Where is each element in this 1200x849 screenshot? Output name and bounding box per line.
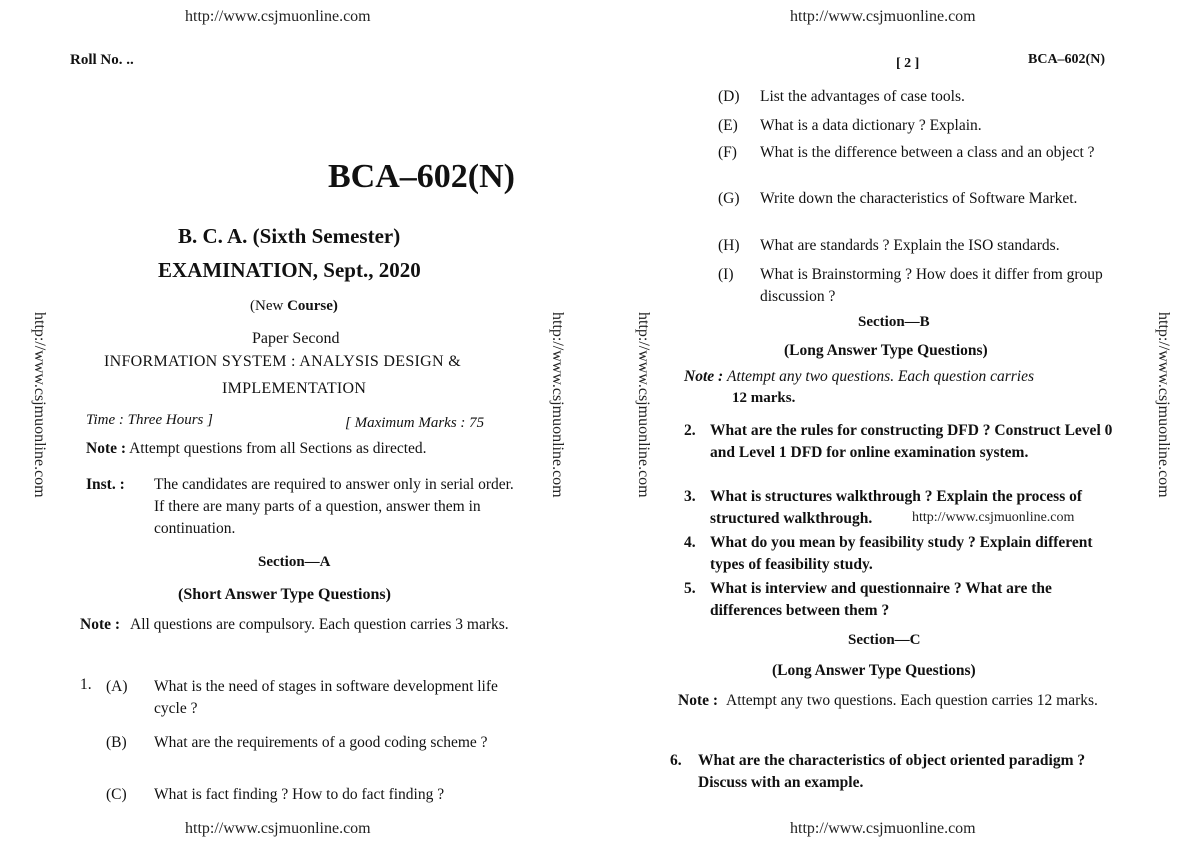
header-url[interactable]: http://www.csjmuonline.com xyxy=(790,8,976,25)
q1-part-c-text: What is fact finding ? How to do fact finding ? xyxy=(154,786,445,803)
general-note xyxy=(86,440,427,458)
paper-code: BCA–602(N) xyxy=(1028,52,1105,67)
header-url[interactable]: http://www.csjmuonline.com xyxy=(185,8,371,25)
subject-line-2: IMPLEMENTATION xyxy=(222,380,367,397)
q5-text: What is interview and questionnaire ? What are the differences between them ? xyxy=(710,580,1052,619)
q1-part-c-label: (C) xyxy=(106,786,127,803)
section-a-note-label: Note : xyxy=(80,616,121,633)
roll-no: Roll No. .. xyxy=(70,52,134,68)
section-a-note-text: All questions are compulsory. Each question carries 3 marks. xyxy=(130,616,509,633)
course-title: B. C. A. (Sixth Semester) xyxy=(178,224,401,248)
q1-part-f-text: What is the difference between a class and an object ? xyxy=(760,144,1095,161)
q1-part-f-label: (F) xyxy=(718,144,737,161)
footer-url[interactable]: http://www.csjmuonline.com xyxy=(790,820,976,837)
q1-part-b-label: (B) xyxy=(106,734,127,751)
q1-part-d-text: List the advantages of case tools. xyxy=(760,88,965,105)
section-c-subheading: (Long Answer Type Questions) xyxy=(772,662,976,679)
q2-number: 2. xyxy=(684,422,696,439)
new-course xyxy=(250,298,338,315)
paper-code: BCA–602(N) xyxy=(328,158,515,195)
q1-part-e-text: What is a data dictionary ? Explain. xyxy=(760,117,982,134)
section-c-heading: Section—C xyxy=(848,632,921,648)
q1-part-e-label: (E) xyxy=(718,117,738,134)
side-url-right[interactable]: http://www.csjmuonline.com xyxy=(1155,312,1172,498)
q6-number: 6. xyxy=(670,752,682,769)
q2-text: What are the rules for constructing DFD ? Construct Level 0 and Level 1 DFD for online examination system. xyxy=(710,422,1113,461)
q1-part-i-text: What is Brainstorming ? How does it differ from group discussion ? xyxy=(760,266,1103,305)
q1-part-h-label: (H) xyxy=(718,237,740,254)
general-note-text: Attempt questions from all Sections as directed. xyxy=(129,440,427,457)
footer-url[interactable]: http://www.csjmuonline.com xyxy=(185,820,371,837)
q1-part-h-text: What are standards ? Explain the ISO standards. xyxy=(760,237,1060,254)
section-a-heading: Section—A xyxy=(258,554,331,570)
exam-title: EXAMINATION, Sept., 2020 xyxy=(158,258,421,282)
side-url-left[interactable]: http://www.csjmuonline.com xyxy=(31,312,48,498)
q4-number: 4. xyxy=(684,534,696,551)
side-url-right[interactable]: http://www.csjmuonline.com xyxy=(549,312,566,498)
page-number: [ 2 ] xyxy=(896,56,920,71)
q3-inline-url[interactable]: http://www.csjmuonline.com xyxy=(912,510,1075,525)
q1-part-i-label: (I) xyxy=(718,266,734,283)
inst-label: Inst. : xyxy=(86,476,125,493)
section-a-subheading: (Short Answer Type Questions) xyxy=(178,586,391,603)
new-course-prefix: (New xyxy=(250,298,284,314)
side-url-left[interactable]: http://www.csjmuonline.com xyxy=(635,312,652,498)
section-b-note xyxy=(684,368,1034,386)
inst-text: The candidates are required to answer only in serial order. If there are many parts of a question, answer them in continuation. xyxy=(154,476,514,537)
new-course-bold: Course) xyxy=(287,298,338,314)
q1-part-g-label: (G) xyxy=(718,190,740,207)
section-b-note-text: Attempt any two questions. Each question carries xyxy=(727,368,1034,385)
q1-part-d-label: (D) xyxy=(718,88,740,105)
q3-text: What is structures walkthrough ? Explain the process of structured walkthrough. xyxy=(710,488,1083,527)
q1-part-a-text: What is the need of stages in software development life cycle ? xyxy=(154,678,498,717)
q1-part-b-text: What are the requirements of a good coding scheme ? xyxy=(154,734,488,751)
q1-number: 1. xyxy=(80,676,92,693)
section-c-note-label: Note : xyxy=(678,692,719,709)
section-c-note-text: Attempt any two questions. Each question carries 12 marks. xyxy=(726,692,1098,709)
max-marks: [ Maximum Marks : 75 xyxy=(345,415,485,431)
general-note-label: Note : xyxy=(86,440,127,457)
time-allowed: Time : Three Hours ] xyxy=(86,412,213,428)
q3-number: 3. xyxy=(684,488,696,505)
q1-part-a-label: (A) xyxy=(106,678,128,695)
q5-number: 5. xyxy=(684,580,696,597)
section-b-note-label: Note : xyxy=(684,368,724,385)
subject-line-1: INFORMATION SYSTEM : ANALYSIS DESIGN & xyxy=(104,353,461,370)
q1-part-g-text: Write down the characteristics of Software Market. xyxy=(760,190,1078,207)
section-b-marks: 12 marks. xyxy=(732,390,796,406)
q6-text: What are the characteristics of object oriented paradigm ? Discuss with an example. xyxy=(698,752,1086,791)
section-b-heading: Section—B xyxy=(858,314,930,330)
section-b-subheading: (Long Answer Type Questions) xyxy=(784,342,988,359)
paper-number: Paper Second xyxy=(252,330,340,347)
page-2 xyxy=(600,0,1200,849)
q4-text: What do you mean by feasibility study ? Explain different types of feasibility study. xyxy=(710,534,1093,573)
